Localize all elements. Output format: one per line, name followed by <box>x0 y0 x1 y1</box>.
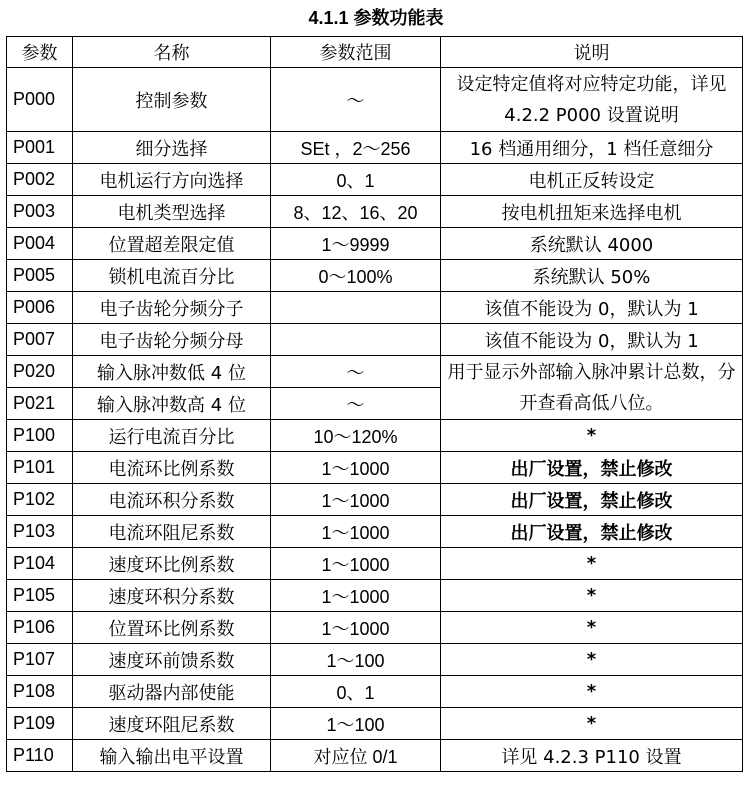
table-row <box>7 644 743 676</box>
param-name: 锁机电流百分比 <box>73 260 271 292</box>
param-name: 驱动器内部使能 <box>73 676 271 708</box>
param-code: P104 <box>7 548 73 580</box>
table-row <box>7 452 743 484</box>
param-name: 位置环比例系数 <box>73 612 271 644</box>
table-row <box>7 612 743 644</box>
param-range <box>271 292 441 324</box>
param-range <box>271 324 441 356</box>
param-code: P006 <box>7 292 73 324</box>
header-range: 参数范围 <box>271 37 441 68</box>
param-desc: * <box>441 676 743 708</box>
param-range: ～ <box>271 388 441 420</box>
param-name: 速度环比例系数 <box>73 548 271 580</box>
table-row <box>7 580 743 612</box>
param-desc: 该值不能设为 0，默认为 1 <box>441 292 743 324</box>
param-name: 速度环阻尼系数 <box>73 708 271 740</box>
table-title: 4.1.1 参数功能表 <box>308 8 444 28</box>
param-code: P106 <box>7 612 73 644</box>
param-code: P002 <box>7 164 73 196</box>
param-desc: 该值不能设为 0，默认为 1 <box>441 324 743 356</box>
param-range: 1～100 <box>271 644 441 676</box>
param-name: 电机类型选择 <box>73 196 271 228</box>
param-code: P102 <box>7 484 73 516</box>
param-name: 速度环积分系数 <box>73 580 271 612</box>
param-code: P103 <box>7 516 73 548</box>
param-name: 输入脉冲数高 4 位 <box>73 388 271 420</box>
param-range: 1～1000 <box>271 580 441 612</box>
param-name: 输入脉冲数低 4 位 <box>73 356 271 388</box>
param-desc: 设定特定值将对应特定功能，详见 4.2.2 P000 设置说明 <box>441 68 743 132</box>
param-desc: 详见 4.2.3 P110 设置 <box>441 740 743 772</box>
param-name: 细分选择 <box>73 132 271 164</box>
param-name: 速度环前馈系数 <box>73 644 271 676</box>
param-range: 0、1 <box>271 164 441 196</box>
param-desc: * <box>441 708 743 740</box>
param-name: 运行电流百分比 <box>73 420 271 452</box>
table-row <box>7 68 743 132</box>
param-code: P100 <box>7 420 73 452</box>
param-range: ～ <box>271 356 441 388</box>
param-desc: * <box>441 548 743 580</box>
param-desc: 用于显示外部输入脉冲累计总数，分开查看高低八位。 <box>441 356 743 420</box>
table-row <box>7 196 743 228</box>
param-desc: 出厂设置，禁止修改 <box>441 484 743 516</box>
table-row <box>7 740 743 772</box>
param-range: 1～100 <box>271 708 441 740</box>
param-code: P005 <box>7 260 73 292</box>
param-name: 位置超差限定值 <box>73 228 271 260</box>
header-row <box>7 37 743 68</box>
header-param: 参数 <box>7 37 73 68</box>
param-code: P101 <box>7 452 73 484</box>
param-name: 电子齿轮分频分母 <box>73 324 271 356</box>
param-desc: 系统默认 4000 <box>441 228 743 260</box>
param-desc: 按电机扭矩来选择电机 <box>441 196 743 228</box>
table-row <box>7 228 743 260</box>
param-name: 电子齿轮分频分子 <box>73 292 271 324</box>
param-desc: 电机正反转设定 <box>441 164 743 196</box>
param-desc: 系统默认 50% <box>441 260 743 292</box>
param-code: P108 <box>7 676 73 708</box>
param-desc: * <box>441 612 743 644</box>
param-desc: 16 档通用细分，1 档任意细分 <box>441 132 743 164</box>
param-range: 0～100% <box>271 260 441 292</box>
table-row <box>7 420 743 452</box>
param-range: 8、12、16、20 <box>271 196 441 228</box>
param-code: P007 <box>7 324 73 356</box>
table-row <box>7 708 743 740</box>
param-name: 控制参数 <box>73 68 271 132</box>
table-row <box>7 164 743 196</box>
param-range: 10～120% <box>271 420 441 452</box>
param-range: 1～1000 <box>271 548 441 580</box>
param-desc: * <box>441 580 743 612</box>
table-row <box>7 676 743 708</box>
param-code: P001 <box>7 132 73 164</box>
param-desc: * <box>441 644 743 676</box>
param-name: 电流环比例系数 <box>73 452 271 484</box>
param-range: 1～1000 <box>271 612 441 644</box>
param-desc: 出厂设置，禁止修改 <box>441 516 743 548</box>
table-row <box>7 324 743 356</box>
table-row <box>7 548 743 580</box>
table-row <box>7 260 743 292</box>
param-code: P004 <box>7 228 73 260</box>
param-code: P107 <box>7 644 73 676</box>
param-range: 对应位 0/1 <box>271 740 441 772</box>
header-desc: 说明 <box>441 37 743 68</box>
table-row <box>7 484 743 516</box>
param-range: 1～1000 <box>271 452 441 484</box>
table-row <box>7 356 743 388</box>
param-range: SEt ，2～256 <box>271 132 441 164</box>
param-code: P109 <box>7 708 73 740</box>
param-range: 1～9999 <box>271 228 441 260</box>
param-range: 1～1000 <box>271 484 441 516</box>
param-code: P003 <box>7 196 73 228</box>
param-code: P105 <box>7 580 73 612</box>
table-row <box>7 292 743 324</box>
param-range: 0、1 <box>271 676 441 708</box>
param-desc: 出厂设置，禁止修改 <box>441 452 743 484</box>
param-code: P110 <box>7 740 73 772</box>
param-code: P000 <box>7 68 73 132</box>
param-range: 1～1000 <box>271 516 441 548</box>
param-name: 输入输出电平设置 <box>73 740 271 772</box>
table-row <box>7 516 743 548</box>
param-code: P021 <box>7 388 73 420</box>
param-name: 电流环积分系数 <box>73 484 271 516</box>
table-row <box>7 132 743 164</box>
param-name: 电流环阻尼系数 <box>73 516 271 548</box>
header-name: 名称 <box>73 37 271 68</box>
param-range: ～ <box>271 68 441 132</box>
parameter-table <box>6 36 743 772</box>
param-name: 电机运行方向选择 <box>73 164 271 196</box>
param-code: P020 <box>7 356 73 388</box>
param-desc: * <box>441 420 743 452</box>
